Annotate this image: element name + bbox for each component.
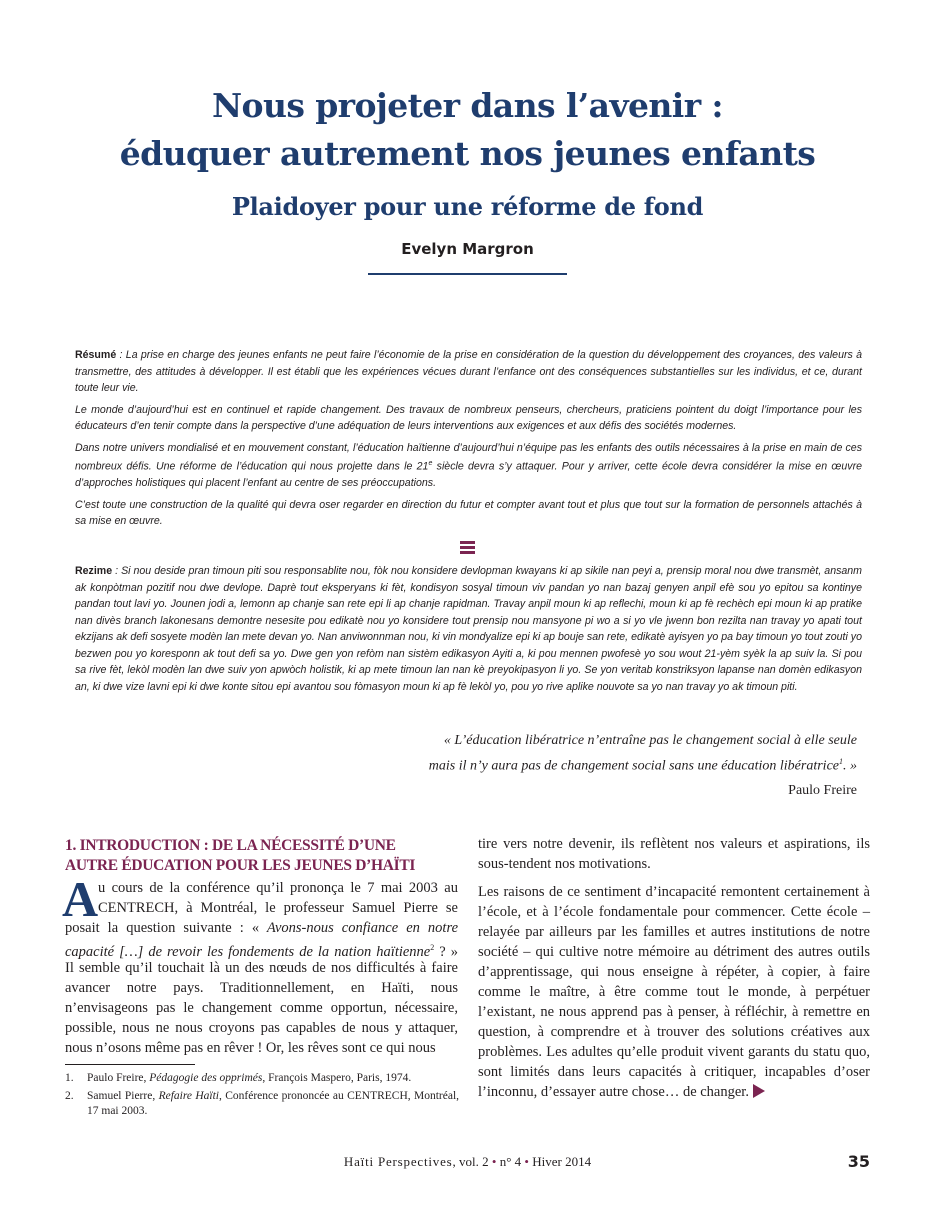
epigraph bbox=[357, 730, 857, 801]
resume-block bbox=[75, 347, 862, 535]
drop-cap: A bbox=[62, 871, 99, 927]
resume-paragraph-4: C’est toute une construction de la qualité qui devra oser regarder en direction du futur et compter avant tout et plus que tout sur la formation de personnels attachés à sa mise en œuvre. bbox=[75, 498, 862, 528]
title-line-1: Nous projeter dans l’avenir : bbox=[211, 86, 724, 125]
right-paragraph-1: tire vers notre devenir, ils reflètent nos valeurs et aspirations, ils sous-tendent nos motivations. bbox=[478, 836, 870, 872]
page-number: 35 bbox=[847, 1152, 870, 1171]
rezime-block bbox=[75, 563, 862, 700]
right-paragraph-2: Les raisons de ce sentiment d’incapacité remontent certainement à l’école, et à l’école fondamentale pour commencer. Cette école – relayée par ailleurs par les familles et autres institutions de notre société – qui cultive notre mémoire au détriment des autres outils d’apprentissage, qui nous enseigne à répéter, à copier, à faire comme le maître, à être comme tout le monde, à perpétuer l’existant, ne nous apprend pas à penser, à réfléchir, à remettre en question, à comprendre et à trouver des solutions créatives aux problèmes. Les adultes qu’elle produit vivent garants du statu quo, sont limités dans leurs capacités à critiquer, incapables d’oser l’inconnu, d’essayer autre chose… de changer. bbox=[478, 884, 870, 1100]
epigraph-author: Paulo Freire bbox=[788, 782, 857, 798]
section-heading: 1. INTRODUCTION : DE LA NÉCESSITÉ D’UNE AUTRE ÉDUCATION POUR LES JEUNES D’HAÏTI bbox=[65, 837, 416, 874]
intro-line-3: posait la question suivante : « Avons-nous confiance en notre bbox=[65, 920, 459, 936]
resume-paragraph-2: Le monde d’aujourd’hui est en continuel et rapide changement. Des travaux de nombreux penseurs, chercheurs, praticiens pointent du doigt l’importance pour les éducateurs d’en tenir compte dans la perspective d’une adéquation de leurs interventions aux exigences et aux défis des sociétés modernes. bbox=[75, 403, 862, 432]
footnote-1: 1. Paulo Freire, Pédagogie des opprimés, François Maspero, Paris, 1974. bbox=[65, 1072, 412, 1084]
running-footer: Haïti Perspectives, vol. 2 • n° 4 • Hiver 2014 bbox=[343, 1154, 592, 1169]
rezime-paragraph: Rezime : Si nou deside pran timoun piti sou responsablite nou, fòk nou konsidere devlopman kwayans ki ap sikile nan peyi a, prensip moral nou dwe transmèt, ansanm ak konpòtman pozitif nou dwe devlope. Daprè tout eksperyans ki fèt, kondisyon sosyal timoun viv pandan yo nan bazaj genyen anpil efè sou yo epitou sa kontinye pandan tout lavi yo. Jounen jodi a, lemonn ap chanje san rete epi li ap chanje rapidman. Travay anpil moun ki ap reflechi, moun ki ap fè rechèch epi moun ki ap pratike nan divès branch lakonesans demontre nesesite pou edikatè nou yo konsidere tout prensip nou mansyone pi wo a si yo vle jwenn bon rezilta nan travay yo apati tout ekzijans ak defi sosyete modèn lan mete devan yo. Nan anviwonnman nou, ki vin mondyalize epi ki ap bouje san rete, edikatè ayisyen yo pa bay timoun yo tout zouti yo bezwen pou yo koresponn ak tout defi sa yo. Dwe gen yon refòm nan sistèm edikasyon Ayiti a, ki pou mennen pwofesè yo sou wout 21-yèm syèk la ap suiv la. Si pou sa rive fèt, lekòl modèn lan dwe suiv yon apwòch holistik, ki ap mete timoun lan nan kè preyokipasyon li yo. Se yon veritab konstriksyon lapanse nan domèn edikasyon an, ki dwe vize lavni epi ki dwe konte sitou epi avantou sou fòmasyon moun ki ap fè lekòl yo, pou yo rive aplike nouvote sa yo nan travay yo ak timoun piti. bbox=[75, 565, 862, 693]
resume-label: Résumé bbox=[75, 349, 117, 361]
resume-paragraph-3: Dans notre univers mondialisé et en mouvement constant, l’éducation haïtienne d’aujourd’hui n’équipe pas les enfants des outils nécessaires à la prise en main de ces nombreux défis. Une réforme de l’éducation qui nous projette dans le 21e siècle devra s’y attaquer. Pour y arriver, cette école devra considérer la mise en œuvre d’approches holistiques qui placent l’enfant au centre de ses préoccupations. bbox=[75, 441, 862, 490]
resume-paragraph-1: Résumé : La prise en charge des jeunes enfants ne peut faire l’économie de la prise en considération de la question du développement des croyances, des valeurs à transmettre, des attitudes à développer. Il est établi que les expériences vécues durant l’enfance ont des conséquences substantielles sur les individus, et ce, durant toute leur vie. bbox=[75, 349, 862, 394]
right-column bbox=[478, 834, 870, 1102]
author: Evelyn Margron bbox=[401, 240, 534, 258]
footnote-rule bbox=[65, 1064, 195, 1065]
section-separator-icon bbox=[460, 541, 475, 556]
continue-arrow-icon bbox=[753, 1084, 765, 1098]
intro-line-2: CENTRECH, à Montréal, le professeur Samuel Pierre se bbox=[98, 900, 458, 916]
intro-paragraph: Il semble qu’il touchait là un des nœuds de nos difficultés à faire avancer notre pays. Traditionnellement, en Haïti, nous n’envisageons pas le changement comme opportun, nécessaire, possible, nous ne nous croyons pas capables de nous y attaquer, nous n’osons même pas en rêver ! Or, les rêves sont ce qui nous bbox=[65, 960, 458, 1056]
rezime-label: Rezime bbox=[75, 565, 113, 577]
subtitle: Plaidoyer pour une réforme de fond bbox=[231, 192, 704, 221]
author-underline bbox=[368, 273, 567, 275]
intro-line-4: capacité […] de revoir les fondements de la nation haïtienne$^2$ ? » bbox=[65, 943, 458, 960]
epigraph-line-2: mais il n’y aura pas de changement social sans une éducation libératrice$^1$. » bbox=[428, 757, 857, 774]
intro-line-1: u cours de la conférence qu’il prononça le 7 mai 2003 au bbox=[98, 880, 458, 896]
title-line-2: éduquer autrement nos jeunes enfants bbox=[119, 134, 816, 173]
epigraph-line-1: « L’éducation libératrice n’entraîne pas le changement social à elle seule bbox=[443, 733, 857, 748]
footnote-2: 2. Samuel Pierre, Refaire Haïti, Conférence prononcée au CENTRECH, Montréal, 17 mai 2003. bbox=[65, 1090, 460, 1117]
